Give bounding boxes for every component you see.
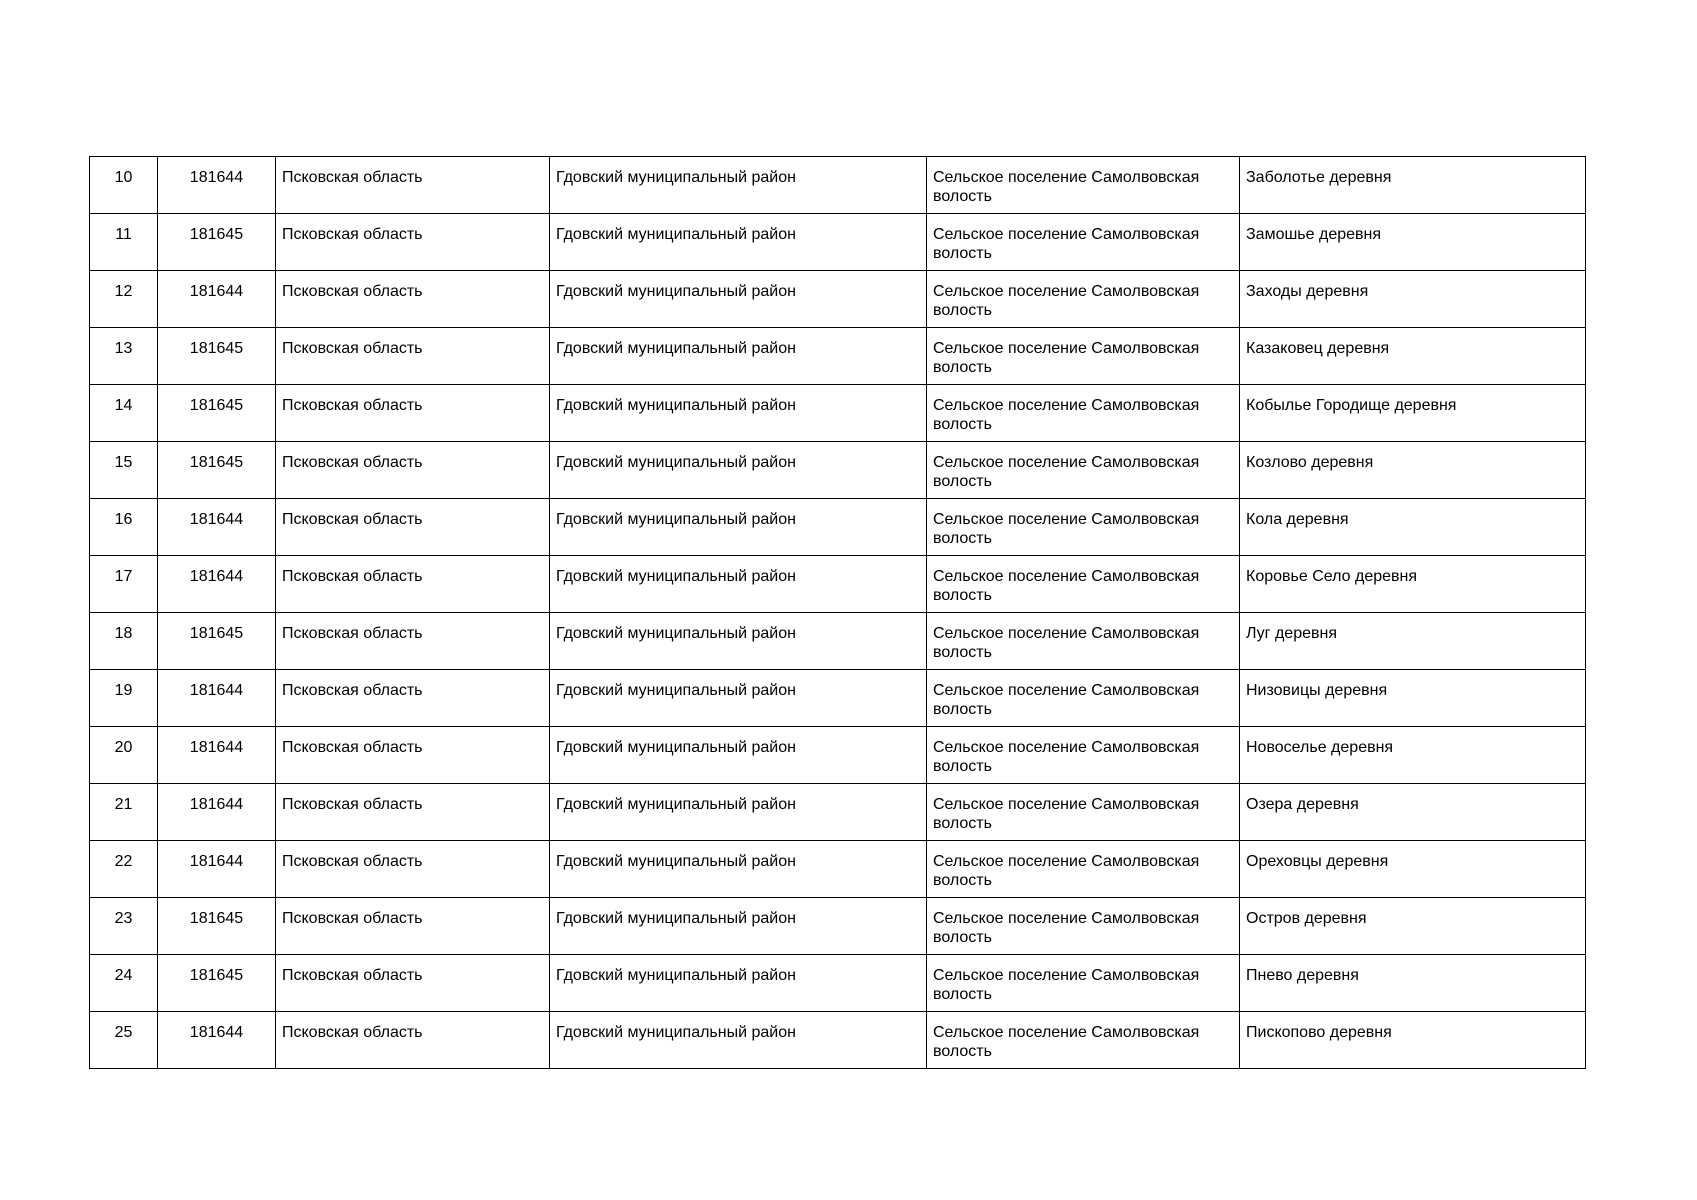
row-number-cell: 11 <box>90 214 158 271</box>
locality-cell: Низовицы деревня <box>1240 670 1586 727</box>
locality-cell: Новоселье деревня <box>1240 727 1586 784</box>
district-cell: Гдовский муниципальный район <box>550 328 927 385</box>
table-row <box>90 727 1586 784</box>
district-cell: Гдовский муниципальный район <box>550 670 927 727</box>
row-number-cell: 10 <box>90 157 158 214</box>
region-cell: Псковская область <box>276 784 550 841</box>
row-number-cell: 14 <box>90 385 158 442</box>
row-number-cell: 25 <box>90 1012 158 1069</box>
postal-index-cell: 181645 <box>158 328 276 385</box>
region-cell: Псковская область <box>276 556 550 613</box>
region-cell: Псковская область <box>276 328 550 385</box>
district-cell: Гдовский муниципальный район <box>550 157 927 214</box>
region-cell: Псковская область <box>276 1012 550 1069</box>
postal-index-cell: 181645 <box>158 385 276 442</box>
region-cell: Псковская область <box>276 898 550 955</box>
region-cell: Псковская область <box>276 727 550 784</box>
region-cell: Псковская область <box>276 442 550 499</box>
district-cell: Гдовский муниципальный район <box>550 1012 927 1069</box>
table-row <box>90 955 1586 1012</box>
postal-index-cell: 181644 <box>158 157 276 214</box>
postal-index-cell: 181645 <box>158 442 276 499</box>
postal-index-cell: 181644 <box>158 1012 276 1069</box>
row-number-cell: 19 <box>90 670 158 727</box>
postal-index-cell: 181645 <box>158 898 276 955</box>
locality-cell: Луг деревня <box>1240 613 1586 670</box>
region-cell: Псковская область <box>276 157 550 214</box>
address-table <box>89 156 1586 1069</box>
table-row <box>90 784 1586 841</box>
locality-cell: Заболотье деревня <box>1240 157 1586 214</box>
row-number-cell: 13 <box>90 328 158 385</box>
locality-cell: Кола деревня <box>1240 499 1586 556</box>
district-cell: Гдовский муниципальный район <box>550 442 927 499</box>
locality-cell: Кобылье Городище деревня <box>1240 385 1586 442</box>
district-cell: Гдовский муниципальный район <box>550 613 927 670</box>
locality-cell: Пископово деревня <box>1240 1012 1586 1069</box>
table-row <box>90 214 1586 271</box>
postal-index-cell: 181644 <box>158 271 276 328</box>
locality-cell: Коровье Село деревня <box>1240 556 1586 613</box>
table-row <box>90 157 1586 214</box>
settlement-cell: Сельское поселение Самолвовская волость <box>927 499 1240 556</box>
table-row <box>90 670 1586 727</box>
postal-index-cell: 181644 <box>158 670 276 727</box>
district-cell: Гдовский муниципальный район <box>550 841 927 898</box>
settlement-cell: Сельское поселение Самолвовская волость <box>927 841 1240 898</box>
postal-index-cell: 181644 <box>158 784 276 841</box>
locality-cell: Озера деревня <box>1240 784 1586 841</box>
row-number-cell: 23 <box>90 898 158 955</box>
address-table-body <box>90 157 1586 1069</box>
row-number-cell: 12 <box>90 271 158 328</box>
locality-cell: Ореховцы деревня <box>1240 841 1586 898</box>
table-row <box>90 841 1586 898</box>
settlement-cell: Сельское поселение Самолвовская волость <box>927 613 1240 670</box>
row-number-cell: 24 <box>90 955 158 1012</box>
table-row <box>90 271 1586 328</box>
region-cell: Псковская область <box>276 271 550 328</box>
region-cell: Псковская область <box>276 613 550 670</box>
district-cell: Гдовский муниципальный район <box>550 271 927 328</box>
district-cell: Гдовский муниципальный район <box>550 784 927 841</box>
settlement-cell: Сельское поселение Самолвовская волость <box>927 898 1240 955</box>
row-number-cell: 21 <box>90 784 158 841</box>
table-row <box>90 1012 1586 1069</box>
settlement-cell: Сельское поселение Самолвовская волость <box>927 727 1240 784</box>
settlement-cell: Сельское поселение Самолвовская волость <box>927 442 1240 499</box>
settlement-cell: Сельское поселение Самолвовская волость <box>927 955 1240 1012</box>
table-row <box>90 898 1586 955</box>
settlement-cell: Сельское поселение Самолвовская волость <box>927 670 1240 727</box>
locality-cell: Замошье деревня <box>1240 214 1586 271</box>
settlement-cell: Сельское поселение Самолвовская волость <box>927 157 1240 214</box>
locality-cell: Казаковец деревня <box>1240 328 1586 385</box>
postal-index-cell: 181644 <box>158 727 276 784</box>
row-number-cell: 18 <box>90 613 158 670</box>
row-number-cell: 16 <box>90 499 158 556</box>
settlement-cell: Сельское поселение Самолвовская волость <box>927 385 1240 442</box>
settlement-cell: Сельское поселение Самолвовская волость <box>927 784 1240 841</box>
postal-index-cell: 181644 <box>158 841 276 898</box>
region-cell: Псковская область <box>276 499 550 556</box>
region-cell: Псковская область <box>276 670 550 727</box>
district-cell: Гдовский муниципальный район <box>550 214 927 271</box>
table-row <box>90 442 1586 499</box>
row-number-cell: 20 <box>90 727 158 784</box>
region-cell: Псковская область <box>276 955 550 1012</box>
district-cell: Гдовский муниципальный район <box>550 898 927 955</box>
postal-index-cell: 181644 <box>158 499 276 556</box>
region-cell: Псковская область <box>276 385 550 442</box>
region-cell: Псковская область <box>276 841 550 898</box>
settlement-cell: Сельское поселение Самолвовская волость <box>927 271 1240 328</box>
postal-index-cell: 181644 <box>158 556 276 613</box>
district-cell: Гдовский муниципальный район <box>550 556 927 613</box>
district-cell: Гдовский муниципальный район <box>550 955 927 1012</box>
table-row <box>90 499 1586 556</box>
locality-cell: Козлово деревня <box>1240 442 1586 499</box>
table-row <box>90 385 1586 442</box>
row-number-cell: 15 <box>90 442 158 499</box>
locality-cell: Остров деревня <box>1240 898 1586 955</box>
postal-index-cell: 181645 <box>158 955 276 1012</box>
table-row <box>90 328 1586 385</box>
table-row <box>90 613 1586 670</box>
district-cell: Гдовский муниципальный район <box>550 727 927 784</box>
region-cell: Псковская область <box>276 214 550 271</box>
row-number-cell: 17 <box>90 556 158 613</box>
postal-index-cell: 181645 <box>158 613 276 670</box>
settlement-cell: Сельское поселение Самолвовская волость <box>927 556 1240 613</box>
table-row <box>90 556 1586 613</box>
locality-cell: Пнево деревня <box>1240 955 1586 1012</box>
district-cell: Гдовский муниципальный район <box>550 499 927 556</box>
settlement-cell: Сельское поселение Самолвовская волость <box>927 1012 1240 1069</box>
locality-cell: Заходы деревня <box>1240 271 1586 328</box>
settlement-cell: Сельское поселение Самолвовская волость <box>927 214 1240 271</box>
postal-index-cell: 181645 <box>158 214 276 271</box>
settlement-cell: Сельское поселение Самолвовская волость <box>927 328 1240 385</box>
district-cell: Гдовский муниципальный район <box>550 385 927 442</box>
row-number-cell: 22 <box>90 841 158 898</box>
